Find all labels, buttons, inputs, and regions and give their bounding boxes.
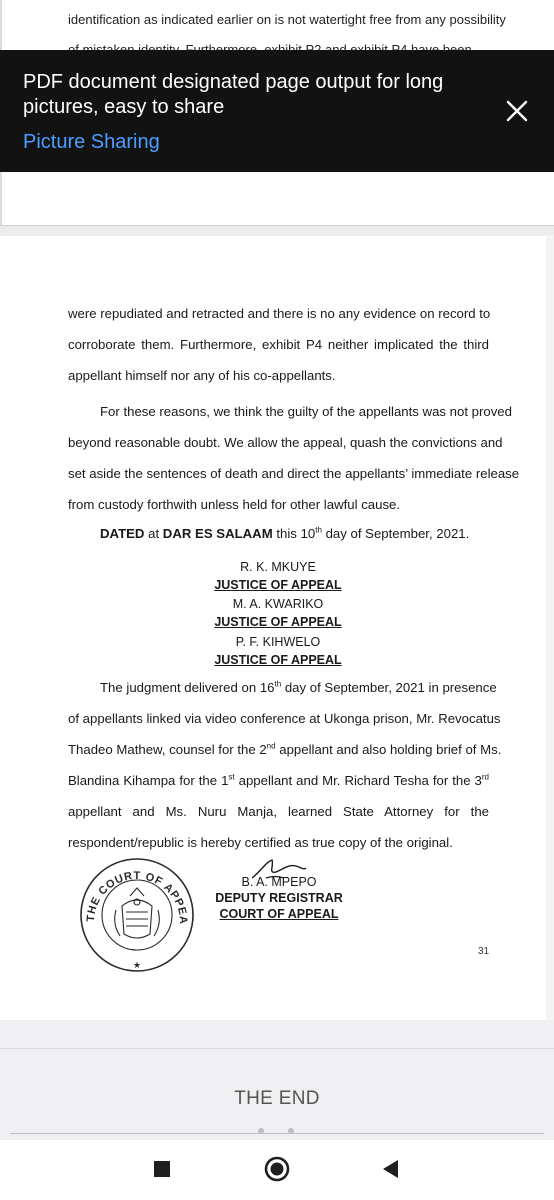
- dated-place: DAR ES SALAAM: [162, 526, 273, 541]
- registrar-block: [200, 874, 358, 922]
- text-line: corroborate them. Furthermore, exhibit P4 neither implicated the third: [68, 337, 489, 352]
- paragraph: [68, 396, 520, 520]
- text-line: set aside the sentences of death and direct the appellants’ immediate release: [68, 466, 520, 481]
- banner-title: PDF document designated page output for long pictures, easy to share: [23, 71, 444, 118]
- home-icon[interactable]: [262, 1154, 292, 1184]
- signatory: [190, 595, 366, 631]
- dated-line: [100, 526, 469, 541]
- document-page: [0, 236, 546, 1020]
- dated-rest: day of September, 2021.: [325, 526, 470, 541]
- signatory: [190, 633, 366, 669]
- registrar-title: DEPUTY REGISTRAR: [215, 891, 343, 905]
- svg-text:★: ★: [132, 960, 142, 970]
- text-line: appellant himself nor any of his co-appellants.: [68, 368, 336, 383]
- recent-apps-icon[interactable]: [147, 1154, 177, 1184]
- text-line: were repudiated and retracted and there is no any evidence on record to: [68, 306, 491, 321]
- divider-dot: [258, 1128, 264, 1134]
- page-number: 31: [478, 946, 490, 957]
- divider-dot: [288, 1128, 294, 1134]
- signatory-name: P. F. KIHWELO: [235, 635, 321, 649]
- dated-at: at: [148, 526, 160, 541]
- dated-sup: th: [315, 525, 322, 535]
- picture-sharing-link[interactable]: Picture Sharing: [23, 131, 160, 153]
- signatory-role: JUSTICE OF APPEAL: [214, 615, 342, 629]
- dated-rest: this 10: [276, 526, 316, 541]
- signatory: [190, 558, 366, 594]
- paragraph: [68, 672, 502, 858]
- divider: [0, 1048, 554, 1049]
- registrar-name: B. A. MPEPO: [241, 875, 317, 889]
- signatory-name: R. K. MKUYE: [240, 560, 316, 574]
- text-line: The judgment delivered on 16th day of September, 2021 in presence: [100, 679, 497, 695]
- text-line: respondent/republic is hereby certified as true copy of the original.: [68, 835, 453, 850]
- end-label: THE END: [234, 1088, 320, 1109]
- signatory-role: JUSTICE OF APPEAL: [214, 578, 342, 592]
- close-icon[interactable]: [500, 94, 534, 128]
- divider: [10, 1133, 544, 1134]
- text-line: of appellants linked via video conference at Ukonga prison, Mr. Revocatus: [68, 711, 501, 726]
- text-line: Thadeo Mathew, counsel for the 2nd appellant and also holding brief of Ms.: [68, 741, 502, 757]
- text-line: Blandina Kihampa for the 1st appellant and Mr. Richard Tesha for the 3rd: [68, 772, 489, 788]
- court-seal-stamp: [78, 856, 196, 974]
- share-banner: [0, 50, 554, 172]
- paragraph: [68, 298, 489, 391]
- seal-text: THE COURT OF APPEA: [84, 869, 190, 925]
- previous-page-line: identification as indicated earlier on is not watertight free from any possibility: [68, 12, 506, 27]
- back-icon[interactable]: [376, 1154, 406, 1184]
- end-of-document: [0, 1020, 554, 1150]
- signatory-role: JUSTICE OF APPEAL: [214, 653, 342, 667]
- signatory-name: M. A. KWARIKO: [232, 597, 324, 611]
- page-edge: [546, 235, 554, 1020]
- registrar-court: COURT OF APPEAL: [219, 907, 339, 921]
- text-line: For these reasons, we think the guilty of the appellants was not proved: [100, 404, 512, 419]
- dated-label: DATED: [100, 526, 145, 541]
- text-line: from custody forthwith unless held for other lawful cause.: [68, 497, 401, 512]
- navigation-bar: [0, 1140, 554, 1200]
- text-line: beyond reasonable doubt. We allow the appeal, quash the convictions and: [68, 435, 503, 450]
- text-line: appellant and Ms. Nuru Manja, learned State Attorney for the: [68, 804, 489, 819]
